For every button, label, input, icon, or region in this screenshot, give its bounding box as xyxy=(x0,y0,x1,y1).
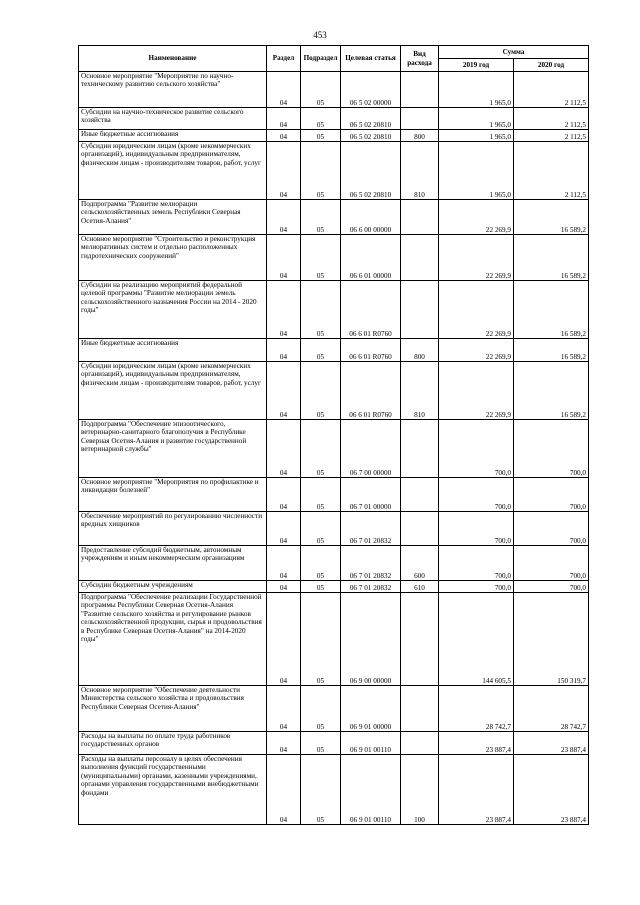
row-target-article: 06 6 00 00000 xyxy=(341,200,401,235)
row-name: Субсидии юридическим лицам (кроме некоммерческих организаций), индивидуальным предпринимателям, физическим лицам - производителям товаров, работ, услуг xyxy=(79,142,267,200)
row-section: 04 xyxy=(267,130,301,142)
row-section: 04 xyxy=(267,546,301,581)
row-sum-2020: 16 589,2 xyxy=(514,200,589,235)
row-target-article: 06 7 01 00000 xyxy=(341,478,401,512)
row-expense-type: 800 xyxy=(401,130,439,142)
table-row xyxy=(79,420,589,478)
row-sum-2020: 2 112,5 xyxy=(514,142,589,200)
row-expense-type xyxy=(401,512,439,546)
header-expense-type: Вид расхода xyxy=(401,46,439,72)
row-name: Основное мероприятие "Мероприятие по научно-техническому развитию сельского хозяйства" xyxy=(79,72,267,108)
row-target-article: 06 9 01 00110 xyxy=(341,732,401,755)
row-section: 04 xyxy=(267,235,301,281)
table-row xyxy=(79,755,589,825)
table-row xyxy=(79,478,589,512)
header-subsection: Подраздел xyxy=(301,46,341,72)
table-row xyxy=(79,281,589,339)
row-target-article: 06 7 00 00000 xyxy=(341,420,401,478)
row-section: 04 xyxy=(267,72,301,108)
row-subsection: 05 xyxy=(301,339,341,362)
row-subsection: 05 xyxy=(301,362,341,420)
row-subsection: 05 xyxy=(301,732,341,755)
row-sum-2020: 2 112,5 xyxy=(514,130,589,142)
row-sum-2020: 700,0 xyxy=(514,546,589,581)
table-row xyxy=(79,130,589,142)
table-row xyxy=(79,108,589,130)
row-sum-2020: 2 112,5 xyxy=(514,72,589,108)
row-target-article: 06 5 02 20810 xyxy=(341,130,401,142)
table-row xyxy=(79,200,589,235)
row-sum-2019: 1 965,0 xyxy=(439,72,514,108)
row-section: 04 xyxy=(267,593,301,686)
row-expense-type xyxy=(401,593,439,686)
row-expense-type xyxy=(401,281,439,339)
row-target-article: 06 6 01 R0760 xyxy=(341,339,401,362)
row-section: 04 xyxy=(267,281,301,339)
row-section: 04 xyxy=(267,512,301,546)
row-subsection: 05 xyxy=(301,686,341,732)
row-sum-2020: 16 589,2 xyxy=(514,281,589,339)
row-subsection: 05 xyxy=(301,755,341,825)
header-year-2019: 2019 год xyxy=(439,59,514,72)
row-section: 04 xyxy=(267,420,301,478)
header-year-2020: 2020 год xyxy=(514,59,589,72)
row-name: Подпрограмма "Обеспечение эпизоотического, ветеринарно-санитарного благополучия в Республике Северная Осетия-Алания и развитие государственной ветеринарной службы" xyxy=(79,420,267,478)
row-subsection: 05 xyxy=(301,72,341,108)
table-row xyxy=(79,546,589,581)
row-target-article: 06 5 02 20810 xyxy=(341,108,401,130)
row-name: Иные бюджетные ассигнования xyxy=(79,339,267,362)
table-row xyxy=(79,686,589,732)
header-section: Раздел xyxy=(267,46,301,72)
table-row xyxy=(79,142,589,200)
row-sum-2019: 700,0 xyxy=(439,546,514,581)
row-target-article: 06 9 00 00000 xyxy=(341,593,401,686)
row-name: Субсидии бюджетным учреждениям xyxy=(79,581,267,593)
header-target-article: Целевая статья xyxy=(341,46,401,72)
row-subsection: 05 xyxy=(301,108,341,130)
row-name: Расходы на выплаты персоналу в целях обеспечения выполнения функций государственными (муниципальными) органами, казенными учреждениями, органами управления государственными внебюджетными фондами xyxy=(79,755,267,825)
row-expense-type: 600 xyxy=(401,546,439,581)
row-section: 04 xyxy=(267,200,301,235)
row-sum-2020: 16 589,2 xyxy=(514,235,589,281)
row-expense-type xyxy=(401,108,439,130)
row-subsection: 05 xyxy=(301,130,341,142)
row-section: 04 xyxy=(267,755,301,825)
row-sum-2019: 22 269,9 xyxy=(439,200,514,235)
row-name: Основное мероприятие "Строительство и реконструкция мелиоративных систем и отдельно расположенных гидротехнических сооружений" xyxy=(79,235,267,281)
row-name: Предоставление субсидий бюджетным, автономным учреждениям и иным некоммерческим организациям xyxy=(79,546,267,581)
row-target-article: 06 7 01 20832 xyxy=(341,512,401,546)
table-row xyxy=(79,512,589,546)
row-subsection: 05 xyxy=(301,235,341,281)
row-subsection: 05 xyxy=(301,281,341,339)
row-sum-2019: 22 269,9 xyxy=(439,339,514,362)
row-sum-2019: 1 965,0 xyxy=(439,130,514,142)
row-sum-2020: 700,0 xyxy=(514,581,589,593)
table-row xyxy=(79,581,589,593)
table-row xyxy=(79,362,589,420)
row-sum-2019: 700,0 xyxy=(439,581,514,593)
row-target-article: 06 6 01 R0760 xyxy=(341,362,401,420)
row-subsection: 05 xyxy=(301,142,341,200)
row-section: 04 xyxy=(267,686,301,732)
row-section: 04 xyxy=(267,732,301,755)
row-section: 04 xyxy=(267,581,301,593)
row-sum-2019: 22 269,9 xyxy=(439,362,514,420)
row-name: Основное мероприятие "Мероприятия по профилактике и ликвидации болезней" xyxy=(79,478,267,512)
row-sum-2019: 22 269,9 xyxy=(439,281,514,339)
row-expense-type: 810 xyxy=(401,362,439,420)
row-name: Основное мероприятие "Обеспечение деятельности Министерства сельского хозяйства и продовольствия Республики Северная Осетия-Алания" xyxy=(79,686,267,732)
row-name: Подпрограмма "Обеспечение реализации Государственной программы Республики Северная Осетия-Алания "Развитие сельского хозяйства и регулирование рынков сельскохозяйственной продукции, сырья и продовольствия в Республике Северная Осетия-Алания" на 2014-2020 годы" xyxy=(79,593,267,686)
row-expense-type xyxy=(401,420,439,478)
page-number: 453 xyxy=(313,30,327,40)
row-target-article: 06 9 01 00110 xyxy=(341,755,401,825)
row-sum-2019: 700,0 xyxy=(439,478,514,512)
row-subsection: 05 xyxy=(301,478,341,512)
row-target-article: 06 9 01 00000 xyxy=(341,686,401,732)
row-target-article: 06 7 01 20832 xyxy=(341,546,401,581)
row-section: 04 xyxy=(267,478,301,512)
row-name: Субсидии юридическим лицам (кроме некоммерческих организаций), индивидуальным предпринимателям, физическим лицам - производителям товаров, работ, услуг xyxy=(79,362,267,420)
row-expense-type: 100 xyxy=(401,755,439,825)
row-subsection: 05 xyxy=(301,512,341,546)
row-subsection: 05 xyxy=(301,546,341,581)
row-target-article: 06 5 02 20810 xyxy=(341,142,401,200)
row-name: Субсидии на реализацию мероприятий федеральной целевой программы "Развитие мелиорации земель сельскохозяйственного назначения России на 2014 - 2020 годы" xyxy=(79,281,267,339)
row-sum-2019: 28 742,7 xyxy=(439,686,514,732)
table-row xyxy=(79,339,589,362)
row-expense-type: 810 xyxy=(401,142,439,200)
row-target-article: 06 7 01 20832 xyxy=(341,581,401,593)
row-sum-2019: 700,0 xyxy=(439,420,514,478)
table-row xyxy=(79,72,589,108)
row-sum-2019: 700,0 xyxy=(439,512,514,546)
row-sum-2020: 23 887,4 xyxy=(514,755,589,825)
row-subsection: 05 xyxy=(301,581,341,593)
header-sum: Сумма xyxy=(439,46,589,59)
table-row xyxy=(79,732,589,755)
row-sum-2020: 28 742,7 xyxy=(514,686,589,732)
budget-table xyxy=(78,45,589,825)
row-section: 04 xyxy=(267,108,301,130)
row-sum-2020: 16 589,2 xyxy=(514,362,589,420)
row-section: 04 xyxy=(267,362,301,420)
row-expense-type: 800 xyxy=(401,339,439,362)
row-expense-type: 610 xyxy=(401,581,439,593)
row-sum-2020: 150 319,7 xyxy=(514,593,589,686)
row-name: Обеспечение мероприятий по регулированию численности вредных хищников xyxy=(79,512,267,546)
table-row xyxy=(79,593,589,686)
row-sum-2020: 23 887,4 xyxy=(514,732,589,755)
row-sum-2020: 700,0 xyxy=(514,420,589,478)
row-subsection: 05 xyxy=(301,420,341,478)
row-name: Иные бюджетные ассигнования xyxy=(79,130,267,142)
row-sum-2019: 1 965,0 xyxy=(439,108,514,130)
row-section: 04 xyxy=(267,142,301,200)
row-name: Расходы на выплаты по оплате труда работников государственных органов xyxy=(79,732,267,755)
row-section: 04 xyxy=(267,339,301,362)
row-expense-type xyxy=(401,732,439,755)
row-sum-2019: 23 887,4 xyxy=(439,732,514,755)
table-row xyxy=(79,235,589,281)
row-name: Подпрограмма "Развитие мелиорации сельскохозяйственных земель Республики Северная Осетия-Алания" xyxy=(79,200,267,235)
row-expense-type xyxy=(401,686,439,732)
row-target-article: 06 5 02 00000 xyxy=(341,72,401,108)
row-sum-2019: 23 887,4 xyxy=(439,755,514,825)
row-sum-2020: 2 112,5 xyxy=(514,108,589,130)
row-subsection: 05 xyxy=(301,200,341,235)
row-sum-2020: 700,0 xyxy=(514,512,589,546)
row-sum-2020: 700,0 xyxy=(514,478,589,512)
row-target-article: 06 6 01 00000 xyxy=(341,235,401,281)
row-expense-type xyxy=(401,72,439,108)
row-sum-2019: 144 605,5 xyxy=(439,593,514,686)
row-expense-type xyxy=(401,235,439,281)
row-subsection: 05 xyxy=(301,593,341,686)
header-name: Наименование xyxy=(79,46,267,72)
row-sum-2020: 16 589,2 xyxy=(514,339,589,362)
row-expense-type xyxy=(401,200,439,235)
row-target-article: 06 6 01 R0760 xyxy=(341,281,401,339)
row-sum-2019: 1 965,0 xyxy=(439,142,514,200)
row-name: Субсидии на научно-техническое развитие сельского хозяйства xyxy=(79,108,267,130)
row-sum-2019: 22 269,9 xyxy=(439,235,514,281)
row-expense-type xyxy=(401,478,439,512)
